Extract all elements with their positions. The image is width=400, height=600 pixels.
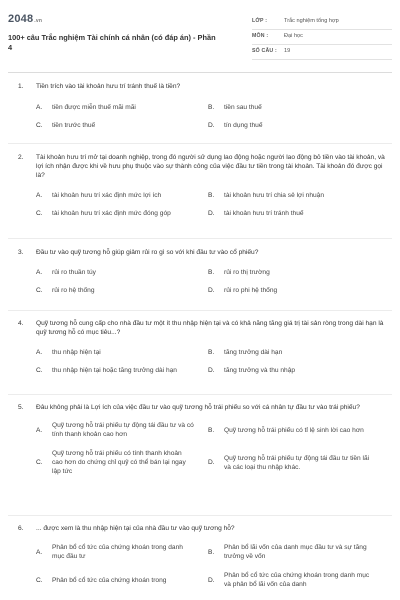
question-divider xyxy=(8,515,392,516)
question-divider xyxy=(8,310,392,311)
option-d[interactable]: D. Quỹ tương hỗ trái phiếu tự động tái đầu tư tiền lãi và các loại thu nhập khác. xyxy=(208,454,370,471)
option-a[interactable]: A. Phân bổ cổ tức của chứng khoán trong danh mục đầu tư xyxy=(36,544,183,561)
question-divider xyxy=(8,143,392,144)
option-b[interactable]: B. tăng trưởng dài hạn xyxy=(208,349,283,357)
question-number: 4. xyxy=(18,320,24,327)
question-text: Tiền trích vào tài khoản hưu trí tránh thuế là tiền? xyxy=(36,83,181,90)
meta-label: MÔN : xyxy=(252,33,269,40)
meta-row-count xyxy=(252,45,392,60)
option-b[interactable]: B. rủi ro thị trường xyxy=(208,269,270,277)
meta-value: Đại học xyxy=(284,33,303,40)
option-a[interactable]: A. thu nhập hiện tại xyxy=(36,349,101,357)
option-b[interactable]: B. tài khoản hưu trí chia sẻ lợi nhuận xyxy=(208,192,325,200)
question-text: ... được xem là thu nhập hiện tại của nhà đầu tư vào quỹ tương hỗ? xyxy=(36,525,235,532)
question-number: 1. xyxy=(18,83,24,90)
question-4 xyxy=(18,319,388,375)
option-c[interactable]: C. thu nhập hiện tại hoặc tăng trưởng dài hạn xyxy=(36,367,177,375)
question-number: 6. xyxy=(18,525,24,532)
question-text: Đầu tư vào quỹ tương hỗ giúp giảm rủi ro gì so với khi đầu tư vào cổ phiếu? xyxy=(36,249,259,256)
option-a[interactable]: A. tiền được miễn thuế mãi mãi xyxy=(36,104,136,112)
meta-row-class xyxy=(252,15,392,30)
question-divider xyxy=(8,394,392,395)
question-text: Đâu không phải là Lợi ích của việc đầu tư vào quỹ tương hỗ trái phiếu so với cá nhân tự đầu tư vào trái phiếu? xyxy=(36,404,360,411)
site-logo[interactable]: 2048.vn xyxy=(8,13,43,25)
question-2 xyxy=(18,153,388,218)
option-b[interactable]: B. Quỹ tương hỗ trái phiếu có tỉ lệ sinh lời cao hơn xyxy=(208,426,364,434)
meta-row-subject xyxy=(252,30,392,45)
question-5 xyxy=(18,403,388,477)
question-divider xyxy=(8,238,392,239)
header-divider xyxy=(8,72,392,73)
question-text: Tài khoản hưu trí mở tại doanh nghiệp, trong đó người sử dụng lao động hoặc người lao động bỏ tiền vào tài khoản, và lợi ích nhận được khi về hưu phụ thuộc vào sự thành công của việc đầu tư tiền trong tài khoản. Tài khoản đó được gọi là? xyxy=(36,154,385,180)
question-3 xyxy=(18,248,388,295)
option-d[interactable]: D. Phân bổ cổ tức của chứng khoán trong danh mục và phân bổ lãi vốn của danh xyxy=(208,572,370,589)
option-b[interactable]: B. Phân bổ lãi vốn của danh mục đầu tư và sự tăng trưởng về vốn xyxy=(208,544,367,561)
question-number: 5. xyxy=(18,404,24,411)
option-d[interactable]: D. tài khoản hưu trí tránh thuế xyxy=(208,210,304,218)
question-text: Quỹ tương hỗ cung cấp cho nhà đầu tư một ít thu nhập hiện tại và có khả năng tăng giá trị tài sản ròng trong dài hạn là quỹ tương hỗ có mục tiêu...? xyxy=(36,320,384,337)
option-c[interactable]: C. Quỹ tương hỗ trái phiếu có tính thanh khoản cao hơn do chứng chỉ quỹ có thể bán lại ngay lập tức xyxy=(36,450,186,476)
option-b[interactable]: B. tiền sau thuế xyxy=(208,104,262,112)
meta-value: Trắc nghiệm tổng hợp xyxy=(284,18,339,25)
option-c[interactable]: C. tài khoản hưu trí xác định mức đóng góp xyxy=(36,210,171,218)
option-d[interactable]: D. tín dụng thuế xyxy=(208,122,263,130)
question-1 xyxy=(18,82,388,130)
option-a[interactable]: A. Quỹ tương hỗ trái phiếu tự động tái đầu tư và có tính thanh khoản cao hơn xyxy=(36,422,194,439)
meta-label: LỚP : xyxy=(252,18,268,25)
question-number: 2. xyxy=(18,154,24,161)
document-title: 100+ câu Trắc nghiệm Tài chính cá nhân (có đáp án) - Phần 4 xyxy=(8,33,216,52)
document-meta xyxy=(252,15,392,60)
meta-label: SỐ CÂU : xyxy=(252,48,277,55)
option-a[interactable]: A. tài khoản hưu trí xác định mức lợi ích xyxy=(36,192,162,200)
question-6 xyxy=(18,524,388,589)
option-c[interactable]: C. tiền trước thuế xyxy=(36,122,96,130)
option-a[interactable]: A. rủi ro thuần túy xyxy=(36,269,96,277)
meta-value: 19 xyxy=(284,48,291,55)
option-c[interactable]: C. Phân bổ cổ tức của chứng khoán trong xyxy=(36,576,167,584)
option-d[interactable]: D. tăng trưởng và thu nhập xyxy=(208,367,296,375)
option-d[interactable]: D. rủi ro phi hệ thống xyxy=(208,287,278,295)
question-number: 3. xyxy=(18,249,24,256)
option-c[interactable]: C. rủi ro hệ thống xyxy=(36,287,95,295)
